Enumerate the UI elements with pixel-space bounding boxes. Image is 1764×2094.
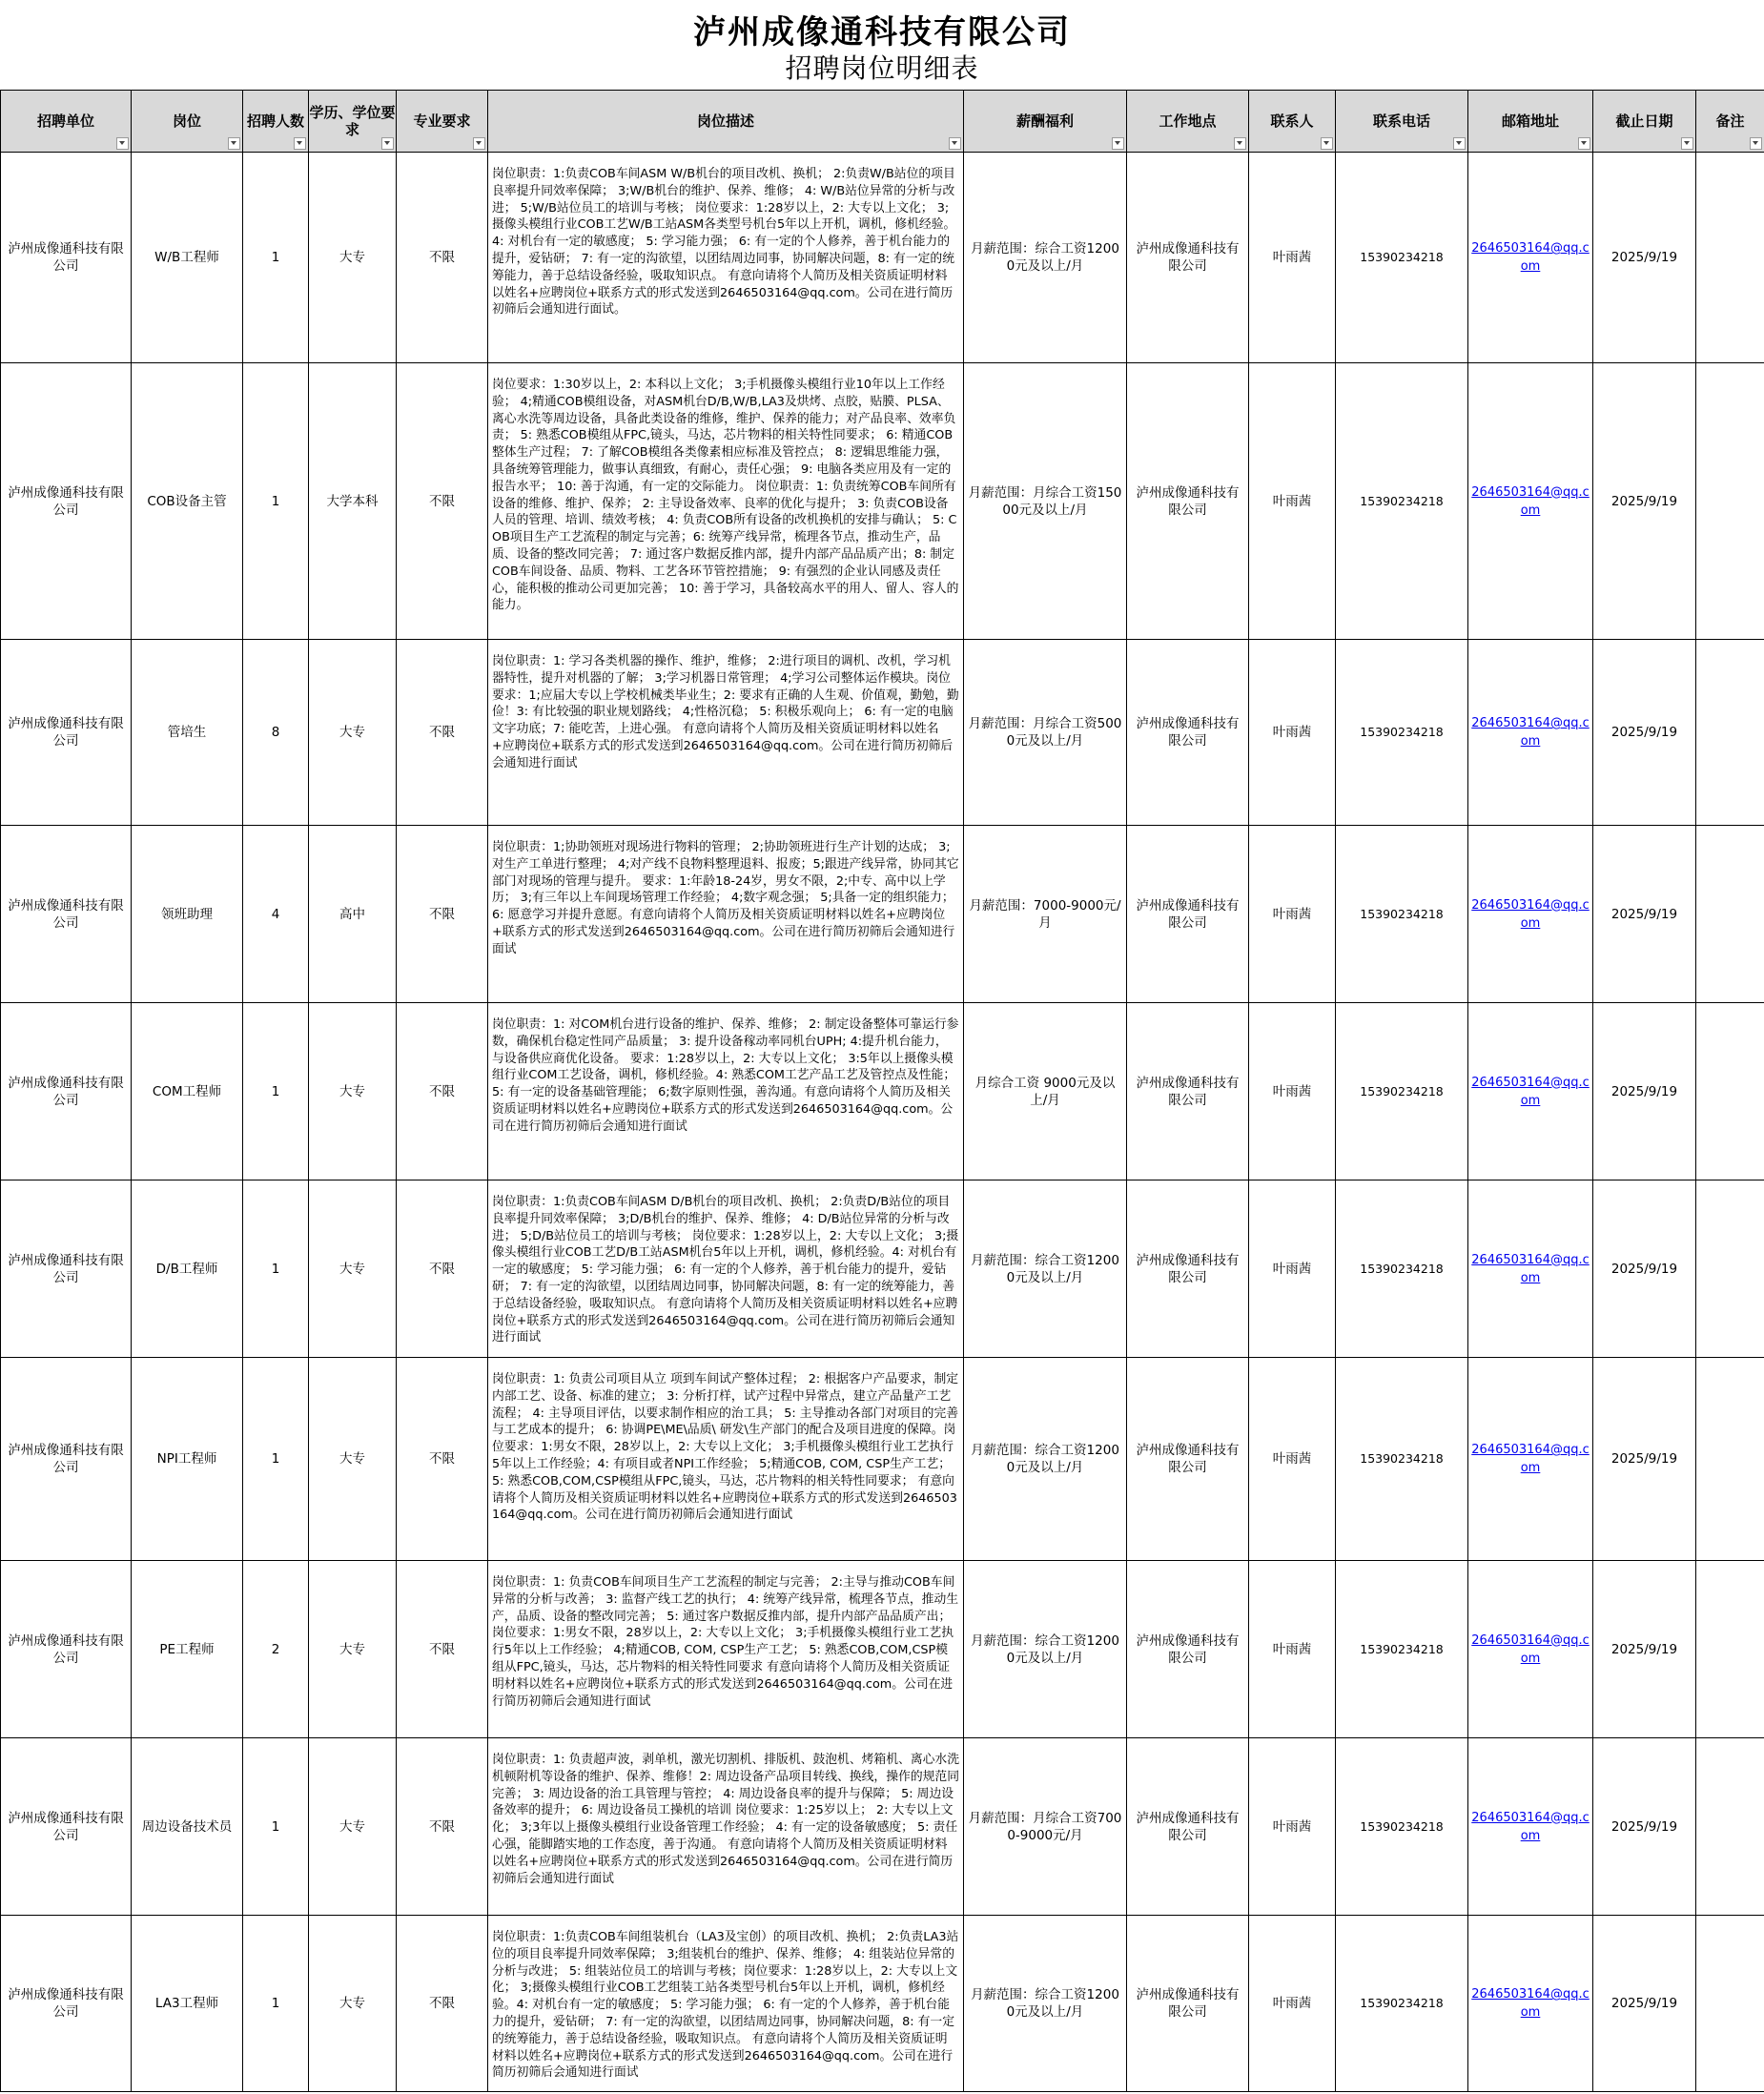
unit-cell <box>1 1916 132 2092</box>
count-cell <box>243 1358 309 1561</box>
deadline-text: 2025/9/19 <box>1610 1261 1678 1277</box>
deadline-text: 2025/9/19 <box>1610 1996 1678 2011</box>
salary-cell <box>964 1738 1127 1916</box>
email-link[interactable]: 2646503164@qq.com <box>1471 1075 1590 1108</box>
major-cell <box>397 1003 488 1180</box>
description-cell <box>488 1003 964 1180</box>
email-cell <box>1468 1561 1593 1738</box>
note-cell <box>1696 1358 1764 1561</box>
position-cell <box>132 640 243 826</box>
unit-text: 泸州成像通科技有限公司 <box>8 716 124 749</box>
major-text: 不限 <box>429 1818 455 1835</box>
deadline-cell <box>1593 1358 1696 1561</box>
deadline-cell <box>1593 1180 1696 1358</box>
location-text: 泸州成像通科技有限公司 <box>1136 1252 1240 1285</box>
location-cell <box>1127 1561 1249 1738</box>
description-cell <box>488 153 964 363</box>
phone-cell <box>1336 1738 1468 1916</box>
contact-text: 叶雨茜 <box>1272 1641 1312 1657</box>
count-text: 1 <box>271 1083 280 1099</box>
contact-cell <box>1249 826 1336 1003</box>
major-cell <box>397 1358 488 1561</box>
phone-cell <box>1336 1003 1468 1180</box>
header-cell: 联系电话 <box>1336 91 1468 153</box>
location-cell <box>1127 1180 1249 1358</box>
email-cell <box>1468 1003 1593 1180</box>
table-row <box>1 1916 1764 2092</box>
education-cell <box>309 1358 397 1561</box>
salary-cell <box>964 1180 1127 1358</box>
location-cell <box>1127 826 1249 1003</box>
description-cell <box>488 363 964 640</box>
header-cell: 专业要求 <box>397 91 488 153</box>
table-row <box>1 1003 1764 1180</box>
email-link[interactable]: 2646503164@qq.com <box>1471 1252 1590 1285</box>
contact-cell <box>1249 363 1336 640</box>
position-cell <box>132 153 243 363</box>
description-text: 岗位职责：1: 学习各类机器的操作、维护，维修； 2:进行项目的调机、改机，学习机器特性，提升对机器的了解； 3;学习机器日常管理； 4;学习公司整体运作模块。岗位要求：1;应届大专以上学校机械类毕业生；2: 要求有正确的人生观、价值观，勤勉，勤俭！3: 有比较强的职业规划路线； 4;性格沉稳； 5: 积极乐观向上； 6: 有一定的电脑文字功底；7: 能吃苦，上进心强。 有意向请将个人简历及相关资质证明材料以姓名+应聘岗位+联系方式的形式发送到2646503164@qq.com。公司在进行简历初筛后会通知进行面试 <box>492 654 959 770</box>
description-cell <box>488 1358 964 1561</box>
major-cell <box>397 1738 488 1916</box>
location-text: 泸州成像通科技有限公司 <box>1136 484 1240 518</box>
location-text: 泸州成像通科技有限公司 <box>1136 241 1240 274</box>
location-cell <box>1127 1916 1249 2092</box>
count-cell <box>243 363 309 640</box>
count-cell <box>243 1916 309 2092</box>
major-text: 不限 <box>429 1261 455 1277</box>
salary-text: 月薪范围：综合工资12000元及以上/月 <box>971 1443 1119 1475</box>
table-row <box>1 1738 1764 1916</box>
salary-cell <box>964 640 1127 826</box>
description-text: 岗位职责：1: 负责COB车间项目生产工艺流程的制定与完善； 2:主导与推动COB车间异常的分析与改善； 3: 监督产线工艺的执行； 4: 统筹产线异常，梳理各节点，推动生产，品质、设备的整改同完善； 5: 通过客户数据反推内部，提升内部产品品质产出； 岗位要求：1:男女不限，28岁以上，2: 大专以上文化； 3;手机摄像头模组行业工艺执行5年以上工作经验； 4;精通COB, COM, CSP生产工艺； 5: 熟悉COB,COM,CSP模组从FPC,镜头，马达，芯片物料的相关特性同要求 有意向请将个人简历及相关资质证明材料以姓名+应聘岗位+联系方式的形式发送到2646503164@qq.com。公司在进行简历初筛后会通知进行面试 <box>492 1575 959 1709</box>
position-cell <box>132 1358 243 1561</box>
location-text: 泸州成像通科技有限公司 <box>1136 1443 1240 1475</box>
description-cell <box>488 826 964 1003</box>
deadline-text: 2025/9/19 <box>1610 1641 1678 1657</box>
note-cell <box>1696 363 1764 640</box>
major-text: 不限 <box>429 250 455 265</box>
contact-cell <box>1249 1561 1336 1738</box>
note-cell <box>1696 1916 1764 2092</box>
deadline-text: 2025/9/19 <box>1610 1818 1678 1835</box>
phone-cell <box>1336 363 1468 640</box>
count-cell <box>243 1738 309 1916</box>
header-cell: 备注 <box>1696 91 1764 153</box>
education-text: 大专 <box>339 1996 365 2011</box>
email-link[interactable]: 2646503164@qq.com <box>1471 1987 1590 2020</box>
header-row <box>1 91 1764 153</box>
contact-text: 叶雨茜 <box>1272 1261 1312 1277</box>
salary-cell <box>964 1561 1127 1738</box>
contact-text: 叶雨茜 <box>1272 1451 1312 1467</box>
unit-text: 泸州成像通科技有限公司 <box>8 1075 124 1108</box>
description-text: 岗位要求：1:30岁以上，2: 本科以上文化； 3;手机摄像头模组行业10年以上工作经验； 4;精通COB模组设备，对ASM机台D/B,W/B,LA3及烘烤、点胶，贴膜、PLSA、离心水洗等周边设备，具备此类设备的维修，维护、保养的能力；对产品良率、效率负责； 5: 熟悉COB模组从FPC,镜头，马达，芯片物料的相关特性同要求； 6: 精通COB整体生产过程； 7: 了解COB模组各类像素相应标准及管控点； 8: 逻辑思维能力强，具备统筹管理能力，做事认真细致，有耐心，责任心强； 9: 电脑各类应用及有一定的报告水平； 10: 善于沟通，有一定的交际能力。 岗位职责：1: 负责统筹COB车间所有设备的维修、维护、保养； 2: 主导设备效率、良率的优化与提升； 3: 负责COB设备人员的管理、培训、绩效考核； 4: 负责COB所有设备的改机换机的安排与确认； 5: COB项目生产工艺流程的制定与完善；6: 统筹产线异常，梳理各节点，推动生产，品质、设备的整改同完善； 7: 通过客户数据反推内部，提升内部产品品质产出；8: 制定COB车间设备、品质、物料、工艺各环节管控措施； 9: 有强烈的企业认同感及责任心，能积极的推动公司更加完善； 10: 善于学习，具备较高水平的用人、留人、容人的能力。 <box>492 378 959 613</box>
email-link[interactable]: 2646503164@qq.com <box>1471 897 1590 931</box>
unit-text: 泸州成像通科技有限公司 <box>8 1632 124 1666</box>
education-text: 大专 <box>339 1083 365 1099</box>
filter-dropdown-icon[interactable] <box>294 137 306 150</box>
description-text: 岗位职责：1: 负责超声波，剥单机，激光切割机、排版机、鼓泡机、烤箱机、离心水洗机顿附机等设备的维护、保养、维修！2: 周边设备产品项目转线、换线，操作的规范同完善； 3: 周边设备的治工具管理与管控； 4: 周边设备良率的提升与保障； 5: 周边设备效率的提升； 6: 周边设备员工操机的培训 岗位要求：1:25岁以上； 2: 大专以上文化； 3;3年以上摄像头模组行业设备管理工作经验； 4: 有一定的设备敏感度； 5: 责任心强，能脚踏实地的工作态度，善于沟通。 有意向请将个人简历及相关资质证明材料以姓名+应聘岗位+联系方式的形式发送到2646503164@qq.com。公司在进行简历初筛后会通知进行面试 <box>492 1753 960 1886</box>
major-cell <box>397 1180 488 1358</box>
email-link[interactable]: 2646503164@qq.com <box>1471 1443 1590 1475</box>
location-cell <box>1127 363 1249 640</box>
phone-text: 15390234218 <box>1360 1818 1444 1834</box>
phone-text: 15390234218 <box>1360 725 1444 739</box>
unit-text: 泸州成像通科技有限公司 <box>8 241 124 274</box>
contact-cell <box>1249 640 1336 826</box>
unit-cell <box>1 1003 132 1180</box>
phone-cell <box>1336 1358 1468 1561</box>
count-text: 4 <box>271 906 280 922</box>
contact-text: 叶雨茜 <box>1272 250 1312 265</box>
count-cell <box>243 1003 309 1180</box>
filter-dropdown-icon[interactable] <box>1681 137 1693 150</box>
unit-text: 泸州成像通科技有限公司 <box>8 484 124 518</box>
description-text: 岗位职责：1: 对COM机台进行设备的维护、保养、维修； 2: 制定设备整体可靠运行参数，确保机台稳定性同产品质量； 3: 提升设备稼动率同机台UPH; 4:提升机台能力，与设备供应商优化设备。 要求：1:28岁以上，2: 大专以上文化； 3:5年以上摄像头模组行业COM工艺设备，调机，修机经验。4: 熟悉COM工艺产品工艺及管控点及性能；5: 有一定的设备基础管理能； 6;数字原则性强，善沟通。有意向请将个人简历及相关资质证明材料以姓名+应聘岗位+联系方式的形式发送到2646503164@qq.com。公司在进行简历初筛后会通知进行面试 <box>492 1017 959 1134</box>
location-cell <box>1127 153 1249 363</box>
email-cell <box>1468 640 1593 826</box>
phone-cell <box>1336 1180 1468 1358</box>
header-cell: 招聘单位 <box>1 91 132 153</box>
deadline-text: 2025/9/19 <box>1610 725 1678 740</box>
count-text: 8 <box>271 725 280 740</box>
email-cell <box>1468 363 1593 640</box>
salary-cell <box>964 1003 1127 1180</box>
salary-cell <box>964 826 1127 1003</box>
major-text: 不限 <box>429 1451 455 1467</box>
description-text: 岗位职责：1:负责COB车间ASM W/B机台的项目改机、换机； 2:负责W/B站位的项目良率提升同效率保障； 3;W/B机台的维护、保养、维修； 4: W/B站位异常的分析与改进； 5;W/B站位员工的培训与考核； 岗位要求：1:28岁以上，2: 大专以上文化； 3;摄像头模组行业COB工艺W/B工站ASM各类型号机台5年以上开机，调机，修机经验。4: 对机台有一定的敏感度； 5: 学习能力强； 6: 有一定的个人修养，善于机台能力的提升，爱钻研； 7: 有一定的沟欲望，以团结周边同事，协同解决问题，8: 有一定的统筹能力，善于总结设备经验，吸取知识点。 有意向请将个人简历及相关资质证明材料以姓名+应聘岗位+联系方式的形式发送到2646503164@qq.com。公司在进行简历初筛后会通知进行面试。 <box>492 167 956 318</box>
salary-cell <box>964 153 1127 363</box>
table-row <box>1 640 1764 826</box>
unit-cell <box>1 640 132 826</box>
count-cell <box>243 640 309 826</box>
email-cell <box>1468 826 1593 1003</box>
phone-cell <box>1336 1561 1468 1738</box>
unit-cell <box>1 826 132 1003</box>
note-cell <box>1696 1180 1764 1358</box>
deadline-cell <box>1593 153 1696 363</box>
header-cell: 岗位描述 <box>488 91 964 153</box>
table-row <box>1 1358 1764 1561</box>
phone-cell <box>1336 1916 1468 2092</box>
deadline-cell <box>1593 640 1696 826</box>
major-cell <box>397 826 488 1003</box>
deadline-cell <box>1593 826 1696 1003</box>
salary-cell <box>964 1916 1127 2092</box>
education-text: 高中 <box>339 906 365 922</box>
email-cell <box>1468 1916 1593 2092</box>
unit-text: 泸州成像通科技有限公司 <box>8 897 124 931</box>
salary-text: 月综合工资 9000元及以上/月 <box>974 1075 1116 1108</box>
deadline-cell <box>1593 1561 1696 1738</box>
contact-cell <box>1249 1003 1336 1180</box>
major-text: 不限 <box>429 1996 455 2011</box>
location-cell <box>1127 1358 1249 1561</box>
deadline-text: 2025/9/19 <box>1610 1083 1678 1099</box>
table-row <box>1 1561 1764 1738</box>
position-cell <box>132 1003 243 1180</box>
education-cell <box>309 1561 397 1738</box>
contact-text: 叶雨茜 <box>1272 725 1312 740</box>
major-text: 不限 <box>429 725 455 740</box>
unit-cell <box>1 1180 132 1358</box>
location-text: 泸州成像通科技有限公司 <box>1136 897 1240 931</box>
salary-text: 月薪范围：综合工资12000元及以上/月 <box>971 1987 1119 2020</box>
position-text: COB设备主管 <box>147 493 227 509</box>
email-link[interactable]: 2646503164@qq.com <box>1471 1632 1590 1666</box>
major-cell <box>397 363 488 640</box>
salary-text: 月薪范围：月综合工资5000元及以上/月 <box>968 716 1122 749</box>
major-text: 不限 <box>429 493 455 509</box>
education-text: 大专 <box>339 250 365 265</box>
major-cell <box>397 153 488 363</box>
major-cell <box>397 1916 488 2092</box>
position-cell <box>132 1738 243 1916</box>
position-text: COM工程师 <box>152 1083 222 1099</box>
email-cell <box>1468 1738 1593 1916</box>
filter-dropdown-icon[interactable] <box>1453 137 1466 150</box>
education-text: 大专 <box>339 1641 365 1657</box>
filter-dropdown-icon[interactable] <box>116 137 129 150</box>
salary-cell <box>964 1358 1127 1561</box>
major-text: 不限 <box>429 1083 455 1099</box>
deadline-cell <box>1593 1003 1696 1180</box>
contact-cell <box>1249 1916 1336 2092</box>
description-text: 岗位职责：1:负责COB车间ASM D/B机台的项目改机、换机； 2:负责D/B站位的项目良率提升同效率保障； 3;D/B机台的维护、保养、维修； 4: D/B站位异常的分析与改进； 5;D/B站位员工的培训与考核； 岗位要求：1:28岁以上，2: 大专以上文化； 3;摄像头模组行业COB工艺D/B工站ASM机台5年以上开机，调机，修机经验。4: 对机台有一定的敏感度； 5: 学习能力强； 6: 有一定的个人修养，善于机台能力的提升，爱钻研； 7: 有一定的沟欲望，以团结周边同事，协同解决问题，8: 有一定的统筹能力，善于总结设备经验，吸取知识点。 有意向请将个人简历及相关资质证明材料以姓名+应聘岗位+联系方式的形式发送到2646503164@qq.com。公司在进行简历初筛后会通知进行面试 <box>492 1195 959 1345</box>
note-cell <box>1696 826 1764 1003</box>
position-text: W/B工程师 <box>154 250 219 265</box>
education-cell <box>309 1916 397 2092</box>
unit-cell <box>1 1738 132 1916</box>
filter-dropdown-icon[interactable] <box>1321 137 1333 150</box>
position-text: LA3工程师 <box>154 1996 219 2011</box>
header-cell: 联系人 <box>1249 91 1336 153</box>
salary-text: 月薪范围：综合工资12000元及以上/月 <box>971 241 1119 274</box>
table-row <box>1 153 1764 363</box>
position-cell <box>132 1561 243 1738</box>
header-cell: 邮箱地址 <box>1468 91 1593 153</box>
location-text: 泸州成像通科技有限公司 <box>1136 716 1240 749</box>
count-text: 1 <box>271 493 280 509</box>
deadline-cell <box>1593 363 1696 640</box>
location-text: 泸州成像通科技有限公司 <box>1136 1987 1240 2020</box>
note-cell <box>1696 1561 1764 1738</box>
education-cell <box>309 1003 397 1180</box>
location-text: 泸州成像通科技有限公司 <box>1136 1632 1240 1666</box>
header-cell: 截止日期 <box>1593 91 1696 153</box>
contact-text: 叶雨茜 <box>1272 1818 1312 1835</box>
salary-text: 月薪范围：7000-9000元/月 <box>969 897 1121 931</box>
deadline-cell <box>1593 1738 1696 1916</box>
description-text: 岗位职责：1: 负责公司项目从立 项到车间试产整体过程； 2: 根据客户产品要求，制定内部工艺、设备、标准的建立； 3: 分析打样，试产过程中异常点，建立产品量产工艺流程； 4: 主导项目评估，以要求制作相应的治工具； 5: 主导推动各部门对项目的完善与工艺成本的提升； 6: 协调PE\ME\品质\ 研发\生产部门的配合及项目进度的保障。岗位要求：1:男女不限，28岁以上，2: 大专以上文化； 3;手机摄像头模组行业工艺执行5年以上工作经验；4: 有项目或者NPI工作经验； 5;精通COB, COM, CSP生产工艺； 5: 熟悉COB,COM,CSP模组从FPC,镜头，马达，芯片物料的相关特性同要求； 有意向请将个人简历及相关资质证明材料以姓名+应聘岗位+联系方式的形式发送到2646503164@qq.com。公司在进行简历初筛后会通知进行面试 <box>492 1372 959 1523</box>
salary-text: 月薪范围：综合工资12000元及以上/月 <box>971 1252 1119 1285</box>
position-text: PE工程师 <box>159 1641 215 1657</box>
major-text: 不限 <box>429 1641 455 1657</box>
filter-dropdown-icon[interactable] <box>228 137 240 150</box>
phone-cell <box>1336 826 1468 1003</box>
description-cell <box>488 1180 964 1358</box>
filter-dropdown-icon[interactable] <box>381 137 394 150</box>
contact-text: 叶雨茜 <box>1272 1996 1312 2011</box>
table-row <box>1 1180 1764 1358</box>
position-cell <box>132 1916 243 2092</box>
phone-text: 15390234218 <box>1360 1451 1444 1466</box>
count-text: 2 <box>271 1641 280 1657</box>
position-cell <box>132 363 243 640</box>
unit-cell <box>1 1358 132 1561</box>
position-text: 周边设备技术员 <box>141 1818 233 1835</box>
filter-dropdown-icon[interactable] <box>1578 137 1590 150</box>
education-text: 大学本科 <box>326 493 379 509</box>
count-text: 1 <box>271 1261 280 1277</box>
major-cell <box>397 1561 488 1738</box>
description-text: 岗位职责：1;协助领班对现场进行物料的管理； 2;协助领班进行生产计划的达成； 3;对生产工单进行整理； 4;对产线不良物料整理退料、报废；5;跟进产线异常，协同其它部门对现场的管理与提升。 要求：1:年龄18-24岁，男女不限，2;中专、高中以上学历； 3;有三年以上车间现场管理工作经验； 4;数字观念强； 5;具备一定的组织能力；6: 愿意学习并提升意愿。有意向请将个人简历及相关资质证明材料以姓名+应聘岗位+联系方式的形式发送到2646503164@qq.com。公司在进行简历初筛后会通知进行面试 <box>492 840 959 956</box>
education-cell <box>309 826 397 1003</box>
education-text: 大专 <box>339 1261 365 1277</box>
description-cell <box>488 1561 964 1738</box>
contact-text: 叶雨茜 <box>1272 1083 1312 1099</box>
education-cell <box>309 1738 397 1916</box>
filter-dropdown-icon[interactable] <box>1112 137 1124 150</box>
contact-text: 叶雨茜 <box>1272 906 1312 922</box>
salary-cell <box>964 363 1127 640</box>
count-cell <box>243 153 309 363</box>
deadline-text: 2025/9/19 <box>1610 493 1678 509</box>
position-cell <box>132 826 243 1003</box>
position-text: NPI工程师 <box>156 1451 217 1467</box>
description-cell <box>488 1916 964 2092</box>
filter-dropdown-icon[interactable] <box>1234 137 1246 150</box>
unit-text: 泸州成像通科技有限公司 <box>8 1987 124 2020</box>
header-cell: 招聘人数 <box>243 91 309 153</box>
note-cell <box>1696 640 1764 826</box>
email-cell <box>1468 153 1593 363</box>
job-table <box>0 90 1764 2092</box>
location-cell <box>1127 640 1249 826</box>
deadline-text: 2025/9/19 <box>1610 250 1678 265</box>
unit-cell <box>1 363 132 640</box>
phone-text: 15390234218 <box>1360 1083 1444 1098</box>
page-title: 泸州成像通科技有限公司 <box>693 13 1071 51</box>
note-cell <box>1696 153 1764 363</box>
education-text: 大专 <box>339 725 365 740</box>
header-cell: 工作地点 <box>1127 91 1249 153</box>
table-row <box>1 826 1764 1003</box>
count-text: 1 <box>271 1451 280 1467</box>
phone-cell <box>1336 153 1468 363</box>
count-cell <box>243 826 309 1003</box>
email-link[interactable]: 2646503164@qq.com <box>1471 1810 1590 1843</box>
count-cell <box>243 1180 309 1358</box>
salary-text: 月薪范围：月综合工资15000元及以上/月 <box>968 484 1122 518</box>
header-cell: 薪酬福利 <box>964 91 1127 153</box>
location-cell <box>1127 1003 1249 1180</box>
major-text: 不限 <box>429 906 455 922</box>
count-cell <box>243 1561 309 1738</box>
unit-text: 泸州成像通科技有限公司 <box>8 1252 124 1285</box>
position-text: 领班助理 <box>161 906 213 922</box>
unit-text: 泸州成像通科技有限公司 <box>8 1810 124 1843</box>
location-text: 泸州成像通科技有限公司 <box>1136 1075 1240 1108</box>
salary-text: 月薪范围：月综合工资7000-9000元/月 <box>968 1810 1122 1843</box>
position-cell <box>132 1180 243 1358</box>
page-subtitle: 招聘岗位明细表 <box>785 52 979 84</box>
unit-cell <box>1 1561 132 1738</box>
count-text: 1 <box>271 1818 280 1835</box>
contact-cell <box>1249 153 1336 363</box>
unit-cell <box>1 153 132 363</box>
header-cell: 学历、学位要求 <box>309 91 397 153</box>
filter-dropdown-icon[interactable] <box>1750 137 1762 150</box>
deadline-text: 2025/9/19 <box>1610 906 1678 922</box>
filter-dropdown-icon[interactable] <box>473 137 485 150</box>
phone-text: 15390234218 <box>1360 1996 1444 2010</box>
education-text: 大专 <box>339 1451 365 1467</box>
position-text: D/B工程师 <box>155 1261 218 1277</box>
table-row <box>1 363 1764 640</box>
description-cell <box>488 640 964 826</box>
deadline-cell <box>1593 1916 1696 2092</box>
phone-text: 15390234218 <box>1360 250 1444 264</box>
education-cell <box>309 640 397 826</box>
contact-cell <box>1249 1358 1336 1561</box>
education-cell <box>309 153 397 363</box>
contact-cell <box>1249 1738 1336 1916</box>
unit-text: 泸州成像通科技有限公司 <box>8 1443 124 1475</box>
count-text: 1 <box>271 250 280 265</box>
note-cell <box>1696 1003 1764 1180</box>
education-cell <box>309 363 397 640</box>
count-text: 1 <box>271 1996 280 2011</box>
major-cell <box>397 640 488 826</box>
description-text: 岗位职责：1:负责COB车间组装机台（LA3及宝创）的项目改机、换机； 2:负责LA3站位的项目良率提升同效率保障； 3;组装机台的维护、保养、维修； 4: 组装站位异常的分析与改进； 5: 组装站位员工的培训与考核；岗位要求：1:28岁以上，2: 大专以上文化； 3;摄像头模组行业COB工艺组装工站各类型号机台5年以上开机，调机，修机经验。4: 对机台有一定的敏感度； 5: 学习能力强； 6: 有一定的个人修养，善于机台能力的提升，爱钻研； 7: 有一定的沟欲望，以团结周边同事，协同解决问题，8: 有一定的统筹能力，善于总结设备经验，吸取知识点。 有意向请将个人简历及相关资质证明材料以姓名+应聘岗位+联系方式的形式发送到2646503164@qq.com。公司在进行简历初筛后会通知进行面试 <box>492 1930 959 2081</box>
email-link[interactable]: 2646503164@qq.com <box>1471 241 1590 274</box>
salary-text: 月薪范围：综合工资12000元及以上/月 <box>971 1632 1119 1666</box>
phone-text: 15390234218 <box>1360 493 1444 508</box>
education-text: 大专 <box>339 1818 365 1835</box>
email-link[interactable]: 2646503164@qq.com <box>1471 716 1590 749</box>
description-cell <box>488 1738 964 1916</box>
education-cell <box>309 1180 397 1358</box>
contact-text: 叶雨茜 <box>1272 493 1312 509</box>
contact-cell <box>1249 1180 1336 1358</box>
filter-dropdown-icon[interactable] <box>949 137 961 150</box>
note-cell <box>1696 1738 1764 1916</box>
position-text: 管培生 <box>167 725 207 740</box>
email-cell <box>1468 1358 1593 1561</box>
location-text: 泸州成像通科技有限公司 <box>1136 1810 1240 1843</box>
phone-text: 15390234218 <box>1360 1641 1444 1656</box>
phone-text: 15390234218 <box>1360 906 1444 921</box>
phone-text: 15390234218 <box>1360 1261 1444 1276</box>
email-link[interactable]: 2646503164@qq.com <box>1471 484 1590 518</box>
email-cell <box>1468 1180 1593 1358</box>
header-cell: 岗位 <box>132 91 243 153</box>
phone-cell <box>1336 640 1468 826</box>
location-cell <box>1127 1738 1249 1916</box>
deadline-text: 2025/9/19 <box>1610 1451 1678 1467</box>
